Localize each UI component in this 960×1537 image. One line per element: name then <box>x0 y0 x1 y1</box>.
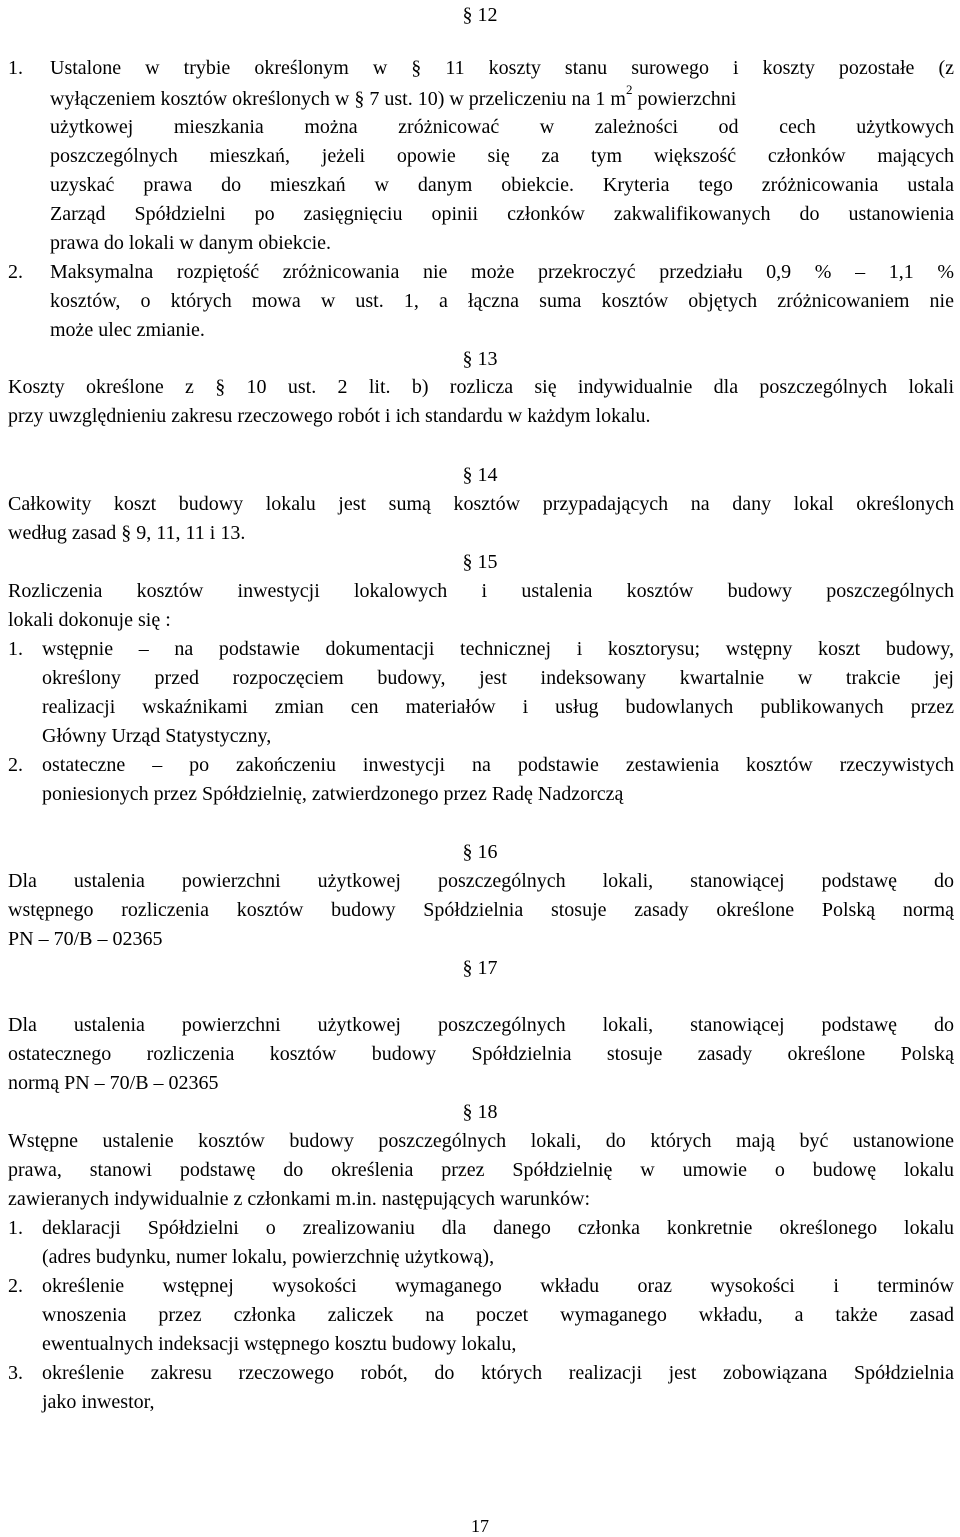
superscript: 2 <box>625 82 633 98</box>
paragraph-line: poszczególnych mieszkań, jeżeli opowie się za tym większość członków mających <box>50 145 954 167</box>
list-number: 1. <box>8 1217 23 1239</box>
paragraph-line: deklaracji Spółdzielni o zrealizowaniu dla danego członka konkretnie określonego lokalu <box>42 1217 954 1239</box>
list-number: 2. <box>8 261 23 283</box>
paragraph-line: ewentualnych indeksacji wstępnego kosztu budowy lokalu, <box>42 1333 517 1355</box>
list-number: 1. <box>8 638 23 660</box>
section-heading-12: § 12 <box>462 4 498 26</box>
paragraph-line: Zarząd Spółdzielni po zasięgnięciu opinii członków zakwalifikowanych do ustanowienia <box>50 203 954 225</box>
paragraph-line: Wstępne ustalenie kosztów budowy poszczególnych lokali, do których mają być ustanowione <box>8 1130 954 1152</box>
text-span: wyłączeniem kosztów określonych w § 7 ust. 10) w przeliczeniu na 1 m <box>50 88 626 110</box>
paragraph-line: według zasad § 9, 11, 11 i 13. <box>8 522 246 544</box>
paragraph-line: PN – 70/B – 02365 <box>8 928 163 950</box>
page-number: 17 <box>471 1516 489 1536</box>
section-heading-17: § 17 <box>462 957 498 979</box>
paragraph-line: Rozliczenia kosztów inwestycji lokalowych i ustalenia kosztów budowy poszczególnych <box>8 580 954 602</box>
section-heading-14: § 14 <box>462 464 498 486</box>
paragraph-line: określenie wstępnej wysokości wymaganego wkładu oraz wysokości i terminów <box>42 1275 954 1297</box>
list-number: 1. <box>8 57 23 79</box>
paragraph-line: zawieranych indywidualnie z członkami m.in. następujących warunków: <box>8 1188 591 1210</box>
paragraph-line: wstępnie – na podstawie dokumentacji technicznej i kosztorysu; wstępny koszt budowy, <box>42 638 954 660</box>
paragraph-line: prawa do lokali w danym obiekcie. <box>50 232 332 254</box>
paragraph-line: określony przed rozpoczęciem budowy, jest indeksowany kwartalnie w trakcie jej <box>42 667 954 689</box>
paragraph-line: Ustalone w trybie określonym w § 11 koszty stanu surowego i koszty pozostałe (z <box>50 57 954 79</box>
paragraph-line: (adres budynku, numer lokalu, powierzchnię użytkową), <box>42 1246 495 1268</box>
list-number: 3. <box>8 1362 23 1384</box>
list-number: 2. <box>8 1275 23 1297</box>
section-heading-18: § 18 <box>462 1101 498 1123</box>
paragraph-line: ostatecznego rozliczenia kosztów budowy Spółdzielnia stosuje zasady określone Polską <box>8 1043 954 1065</box>
paragraph-line: lokali dokonuje się : <box>8 609 171 631</box>
section-heading-15: § 15 <box>462 551 498 573</box>
paragraph-line: uzyskać prawa do mieszkań w danym obiekcie. Kryteria tego zróżnicowania ustala <box>50 174 954 196</box>
paragraph-line: Dla ustalenia powierzchni użytkowej poszczególnych lokali, stanowiącej podstawę do <box>8 870 954 892</box>
paragraph-line: Maksymalna rozpiętość zróżnicowania nie może przekroczyć przedziału 0,9 % – 1,1 % <box>50 261 954 283</box>
paragraph-line: Dla ustalenia powierzchni użytkowej poszczególnych lokali, stanowiącej podstawę do <box>8 1014 954 1036</box>
paragraph-line: określenie zakresu rzeczowego robót, do których realizacji jest zobowiązana Spółdzielnia <box>42 1362 954 1384</box>
paragraph-line: Główny Urząd Statystyczny, <box>42 725 272 747</box>
paragraph-line: poniesionych przez Spółdzielnię, zatwierdzonego przez Radę Nadzorczą <box>42 783 624 805</box>
section-heading-16: § 16 <box>462 841 498 863</box>
paragraph-line: użytkowej mieszkania można zróżnicować w zależności od cech użytkowych <box>50 116 954 138</box>
text-span: powierzchni <box>632 88 737 110</box>
paragraph-line: przy uwzględnieniu zakresu rzeczowego robót i ich standardu w każdym lokalu. <box>8 405 651 427</box>
list-number: 2. <box>8 754 23 776</box>
paragraph-line: prawa, stanowi podstawę do określenia przez Spółdzielnię w umowie o budowę lokalu <box>8 1159 954 1181</box>
paragraph-line-with-superscript <box>50 84 954 114</box>
paragraph-line: normą PN – 70/B – 02365 <box>8 1072 219 1094</box>
paragraph-line: wstępnego rozliczenia kosztów budowy Spółdzielnia stosuje zasady określone Polską normą <box>8 899 954 921</box>
paragraph-line: realizacji wskaźnikami zmian cen materiałów i usług budowlanych publikowanych przez <box>42 696 954 718</box>
paragraph-line: może ulec zmianie. <box>50 319 205 341</box>
paragraph-line: wnoszenia przez członka zaliczek na poczet wymaganego wkładu, a także zasad <box>42 1304 954 1326</box>
paragraph-line: Całkowity koszt budowy lokalu jest sumą kosztów przypadających na dany lokal określonych <box>8 493 954 515</box>
paragraph-line: Koszty określone z § 10 ust. 2 lit. b) rozlicza się indywidualnie dla poszczególnych lokali <box>8 376 954 398</box>
paragraph-line: ostateczne – po zakończeniu inwestycji na podstawie zestawienia kosztów rzeczywistych <box>42 754 954 776</box>
paragraph-line: jako inwestor, <box>42 1391 155 1413</box>
section-heading-13: § 13 <box>462 348 498 370</box>
paragraph-line: kosztów, o których mowa w ust. 1, a łączna suma kosztów objętych zróżnicowaniem nie <box>50 290 954 312</box>
